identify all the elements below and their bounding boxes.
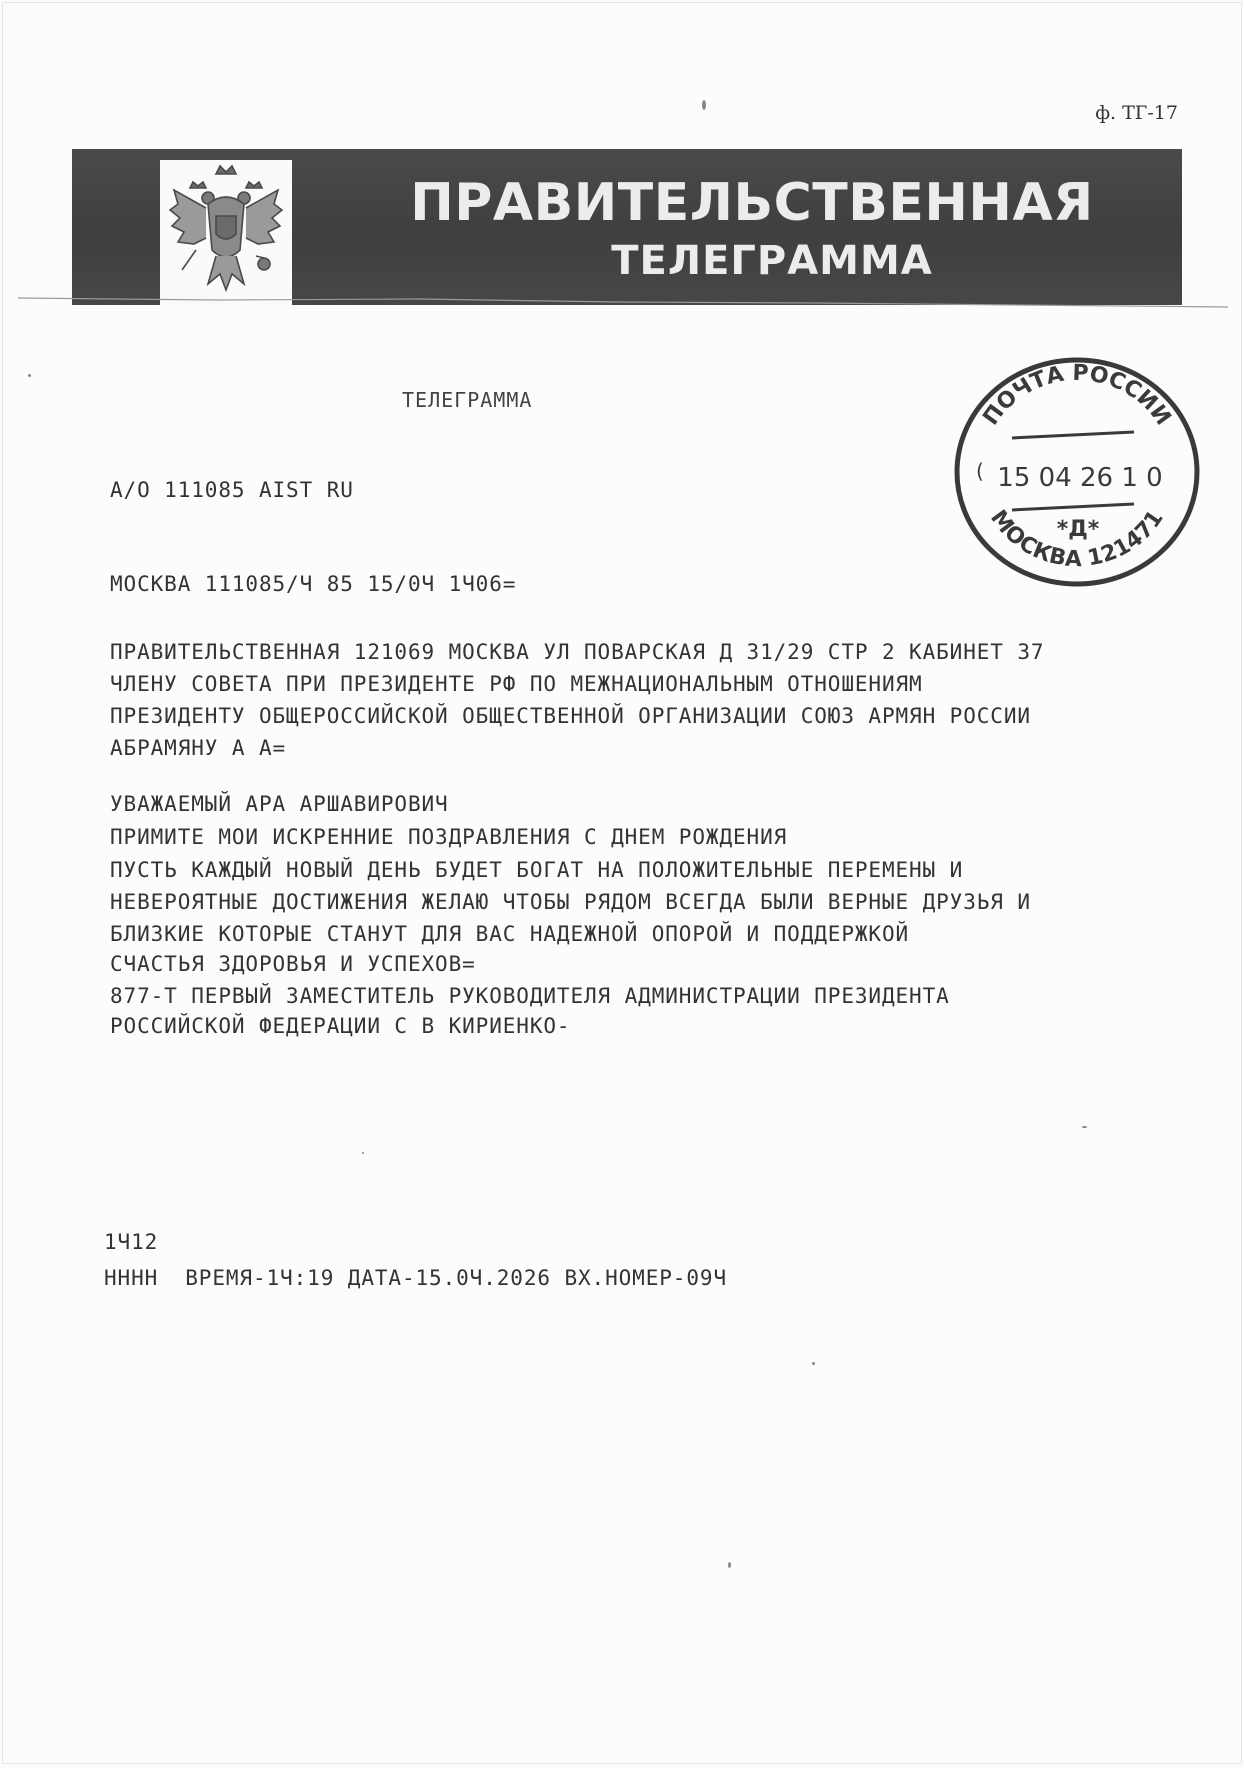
scan-speck [812, 1362, 815, 1365]
receipt-line: НННН ВРЕМЯ-1Ч:19 ДАТА-15.0Ч.2026 ВХ.НОМЕР-09Ч [104, 1266, 727, 1290]
header-subtitle: ТЕЛЕГРАММА [611, 238, 933, 284]
scan-speck [28, 374, 31, 377]
telegram-page [2, 2, 1242, 1764]
scan-speck [728, 1562, 731, 1568]
body-line: БЛИЗКИЕ КОТОРЫЕ СТАНУТ ДЛЯ ВАС НАДЕЖНОЙ ОПОРОЙ И ПОДДЕРЖКОЙ [110, 922, 910, 946]
address-line: ПРЕЗИДЕНТУ ОБЩЕРОССИЙСКОЙ ОБЩЕСТВЕННОЙ ОРГАНИЗАЦИИ СОЮЗ АРМЯН РОССИИ [110, 704, 1031, 728]
russian-coat-of-arms-icon [160, 160, 292, 306]
address-line: ПРАВИТЕЛЬСТВЕННАЯ 121069 МОСКВА УЛ ПОВАРСКАЯ Д 31/29 СТР 2 КАБИНЕТ 37 [110, 640, 1045, 664]
header-title: ПРАВИТЕЛЬСТВЕННАЯ [410, 173, 1094, 233]
body-line: НЕВЕРОЯТНЫЕ ДОСТИЖЕНИЯ ЖЕЛАЮ ЧТОБЫ РЯДОМ ВСЕГДА БЫЛИ ВЕРНЫЕ ДРУЗЬЯ И [110, 890, 1031, 914]
postmark-stamp [942, 352, 1212, 592]
postmark-bottom-text: МОСКВА 121471 [985, 505, 1169, 573]
footer-code: 1Ч12 [104, 1230, 159, 1254]
origin-line: МОСКВА 111085/Ч 85 15/0Ч 1Ч06= [110, 572, 517, 596]
scan-speck [362, 1152, 364, 1154]
postmark-date: 15 04 26 1 0 [997, 463, 1163, 493]
answerback-line: А/О 111085 AIST RU [110, 478, 354, 502]
form-code: ф. ТГ-17 [1095, 102, 1178, 124]
body-line: СЧАСТЬЯ ЗДОРОВЬЯ И УСПЕХОВ= [110, 952, 476, 976]
document-label: ТЕЛЕГРАММА [402, 388, 533, 412]
address-line: АБРАМЯНУ А А= [110, 736, 287, 760]
signature-line: РОССИЙСКОЙ ФЕДЕРАЦИИ С В КИРИЕНКО- [110, 1014, 571, 1038]
postmark-top-text: ПОЧТА РОССИИ [978, 360, 1176, 431]
address-line: ЧЛЕНУ СОВЕТА ПРИ ПРЕЗИДЕНТЕ РФ ПО МЕЖНАЦИОНАЛЬНЫМ ОТНОШЕНИЯМ [110, 672, 923, 696]
tear-line-divider [18, 294, 1228, 310]
svg-text:(: ( [976, 459, 984, 483]
body-line: УВАЖАЕМЫЙ АРА АРШАВИРОВИЧ [110, 792, 449, 816]
body-line: ПРИМИТЕ МОИ ИСКРЕННИЕ ПОЗДРАВЛЕНИЯ С ДНЕМ РОЖДЕНИЯ [110, 825, 788, 849]
scan-speck [702, 100, 706, 110]
body-line: ПУСТЬ КАЖДЫЙ НОВЫЙ ДЕНЬ БУДЕТ БОГАТ НА ПОЛОЖИТЕЛЬНЫЕ ПЕРЕМЕНЫ И [110, 858, 964, 882]
scan-speck [1082, 1126, 1087, 1128]
postmark-letter: *Д* [1056, 517, 1100, 542]
signature-line: 877-Т ПЕРВЫЙ ЗАМЕСТИТЕЛЬ РУКОВОДИТЕЛЯ АДМИНИСТРАЦИИ ПРЕЗИДЕНТА [110, 984, 950, 1008]
header-band [72, 149, 1182, 305]
